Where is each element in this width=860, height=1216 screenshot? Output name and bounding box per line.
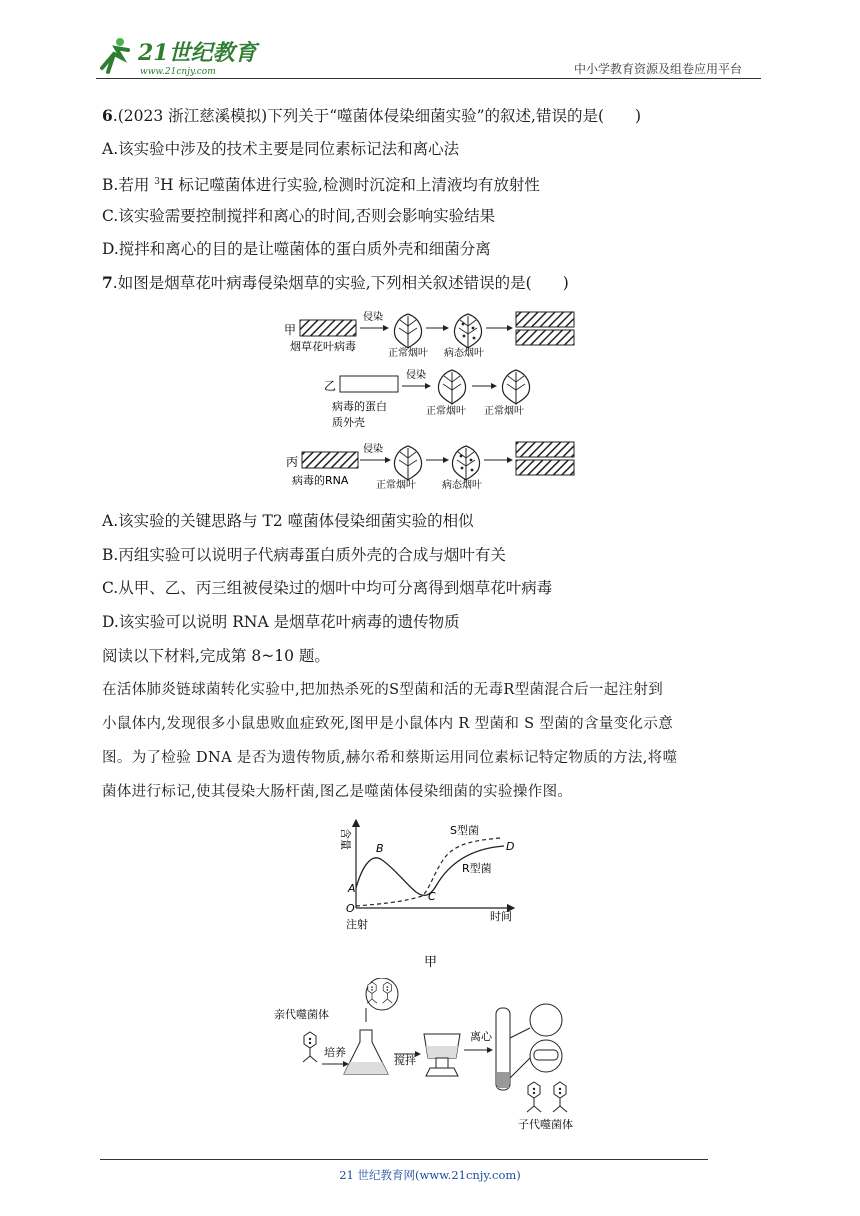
- figure-caption-jia: 甲: [424, 955, 438, 970]
- row-label-bing: 丙: [286, 455, 299, 469]
- svg-text:R型菌: R型菌: [462, 862, 492, 875]
- reading-line: 在活体肺炎链球菌转化实验中,把加热杀死的S型菌和活的无毒R型菌混合后一起注射到: [102, 682, 664, 698]
- svg-text:D: D: [506, 840, 515, 853]
- reading-line: 图。为了检验 DNA 是否为遗传物质,赫尔希和蔡斯运用同位素标记特定物质的方法,将噬: [102, 750, 678, 766]
- svg-text:C: C: [428, 890, 436, 903]
- x-axis-label: 时间: [490, 910, 512, 923]
- phage-procedure-figure: [274, 978, 594, 1134]
- protein-coat: [340, 376, 398, 392]
- virus-rna: [302, 452, 358, 468]
- q6-option-d: D.搅拌和离心的目的是让噬菌体的蛋白质外壳和细菌分离: [102, 240, 491, 258]
- svg-text:正常烟叶: 正常烟叶: [484, 406, 524, 417]
- svg-text:亲代噬菌体: 亲代噬菌体: [274, 1008, 329, 1021]
- svg-text:侵染: 侵染: [363, 444, 383, 455]
- bacteria-content-graph: [330, 816, 530, 976]
- svg-text:A: A: [348, 882, 356, 895]
- footer-divider: [100, 1159, 708, 1160]
- svg-text:烟草花叶病毒: 烟草花叶病毒: [290, 340, 356, 353]
- svg-text:S型菌: S型菌: [450, 824, 479, 837]
- progeny-virus: [516, 312, 574, 327]
- svg-text:O: O: [346, 902, 355, 915]
- svg-text:侵染: 侵染: [406, 370, 426, 381]
- svg-text:正常烟叶: 正常烟叶: [388, 348, 428, 359]
- q7-option-c: C.从甲、乙、丙三组被侵染过的烟叶中均可分离得到烟草花叶病毒: [102, 579, 553, 597]
- q6-stem: 6.(2023 浙江慈溪模拟)下列关于“噬菌体侵染细菌实验”的叙述,错误的是( ): [102, 106, 642, 125]
- q7-option-b: B.丙组实验可以说明子代病毒蛋白质外壳的合成与烟叶有关: [102, 546, 506, 564]
- progeny-virus: [516, 442, 574, 457]
- q6-option-c: C.该实验需要控制搅拌和离心的时间,否则会影响实验结果: [102, 207, 496, 225]
- q6-option-a: A.该实验中涉及的技术主要是同位素标记法和离心法: [102, 140, 460, 158]
- q7-option-a: A.该实验的关键思路与 T2 噬菌体侵染细菌实验的相似: [102, 512, 474, 530]
- platform-slogan: 中小学教育资源及组卷应用平台: [574, 62, 743, 76]
- footer-link[interactable]: 21 世纪教育网(www.21cnjy.com): [339, 1168, 521, 1182]
- svg-text:质外壳: 质外壳: [332, 416, 365, 429]
- reading-line: 小鼠体内,发现很多小鼠患败血症致死,图甲是小鼠体内 R 型菌和 S 型菌的含量变化示意: [102, 716, 674, 732]
- row-label-jia: 甲: [284, 323, 297, 337]
- svg-text:病毒的蛋白: 病毒的蛋白: [332, 400, 387, 413]
- svg-text:病态烟叶: 病态烟叶: [442, 480, 482, 491]
- q6-option-b: B.若用 $^3$H 标记噬菌体进行实验,检测时沉淀和上清液均有放射性: [102, 176, 540, 194]
- supernatant-view: [530, 1004, 562, 1036]
- svg-text:离心: 离心: [470, 1030, 492, 1043]
- svg-text:子代噬菌体: 子代噬菌体: [518, 1118, 573, 1131]
- runner-icon: [102, 38, 128, 72]
- site-logo: [92, 32, 262, 80]
- reading-line: 菌体进行标记,使其侵染大肠杆菌,图乙是噬菌体侵染细菌的实验操作图。: [102, 784, 573, 800]
- y-axis-label: 含量: [339, 828, 352, 850]
- svg-text:正常烟叶: 正常烟叶: [376, 480, 416, 491]
- svg-text:注射: 注射: [346, 918, 368, 931]
- svg-text:正常烟叶: 正常烟叶: [426, 406, 466, 417]
- virus-whole: [300, 320, 356, 336]
- header-divider: [96, 78, 761, 79]
- row-label-yi: 乙: [324, 379, 337, 393]
- svg-text:病态烟叶: 病态烟叶: [444, 348, 484, 359]
- svg-text:侵染: 侵染: [363, 312, 383, 323]
- q7-option-d: D.该实验可以说明 RNA 是烟草花叶病毒的遗传物质: [102, 613, 460, 631]
- svg-text:www.21cnjy.com: www.21cnjy.com: [140, 67, 216, 77]
- reading-intro: 阅读以下材料,完成第 8~10 题。: [102, 647, 330, 665]
- svg-text:21世纪教育: 21世纪教育: [138, 40, 257, 66]
- svg-text:病毒的RNA: 病毒的RNA: [292, 474, 349, 487]
- progeny-virus: [516, 330, 574, 345]
- svg-text:培养: 培养: [324, 1046, 346, 1059]
- svg-text:B: B: [376, 842, 384, 855]
- q7-stem: 7.如图是烟草花叶病毒侵染烟草的实验,下列相关叙述错误的是( ): [102, 273, 569, 292]
- progeny-virus: [516, 460, 574, 475]
- svg-text:搅拌: 搅拌: [394, 1054, 416, 1067]
- tmv-experiment-figure: [280, 306, 585, 494]
